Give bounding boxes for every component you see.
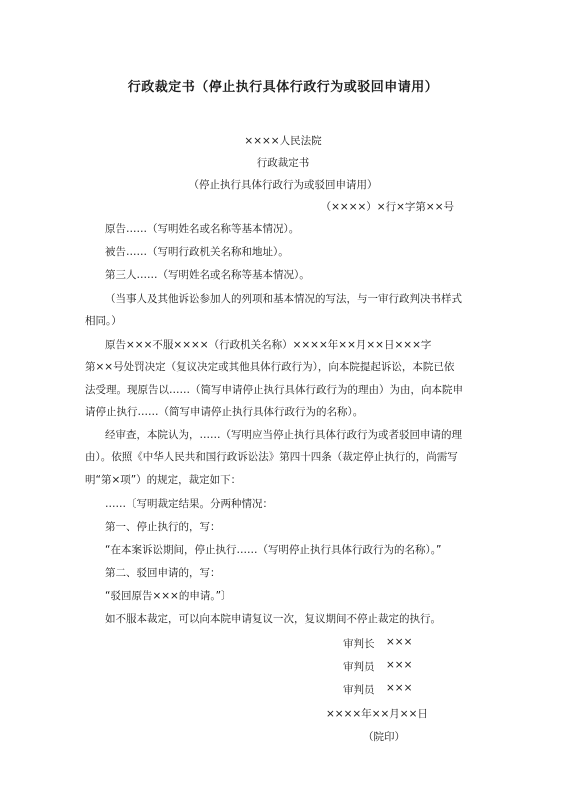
reasoning-line: 明“第×项”）的规定，裁定如下： [85,474,242,486]
signature-role: 审判员 [343,684,375,696]
party-plaintiff: 原告……（写明姓名或名称等基本情况）。 [105,223,300,235]
reasoning-line: 由）。依照《中华人民共和国行政诉讼法》第四十四条（裁定停止执行的，尚需写 [85,451,458,463]
signature-role: 审判长 [343,638,375,650]
court-name: ××××人民法院 [244,135,322,147]
party-note-line: 相同。） [85,315,122,327]
facts-line: 请停止执行……（简写申请停止执行具体行政行为的名称）。 [85,406,364,418]
ruling-line: “在本案诉讼期间，停止执行……（写明停止执行具体行政行为的名称）。” [105,544,442,556]
ruling-line: “驳回原告×××的申请。”〕 [105,590,232,602]
ruling-line: 第一、停止执行的，写： [105,521,221,533]
document-title: 行政裁定书（停止执行具体行政行为或驳回申请用） [127,80,439,95]
signature-name: ××× [386,682,413,694]
court-seal: （院印） [363,731,405,743]
ruling-line: ……〔写明裁定结果。分两种情况： [105,498,273,510]
signature-role: 审判员 [343,661,375,673]
document-type: 行政裁定书 [256,157,310,169]
signature-name: ××× [386,636,413,648]
document-subtitle: （停止执行具体行政行为或驳回申请用） [188,179,378,191]
party-third: 第三人……（写明姓名或名称等基本情况）。 [105,269,310,281]
appeal-notice: 如不服本裁定，可以向本院申请复议一次，复议期间不停止裁定的执行。 [105,613,441,625]
party-note-line: （当事人及其他诉讼参加人的列项和基本情况的写法，与一审行政判决书样式 [105,293,462,305]
document-date: ××××年××月××日 [326,708,428,720]
party-defendant: 被告……（写明行政机关名称和地址）。 [105,246,289,258]
facts-line: 第××号处罚决定（复议决定或其他具体行政行为），向本院提起诉讼，本院已依 [85,361,455,373]
facts-line: 原告×××不服××××（行政机关名称）××××年××月××日×××字 [105,339,432,351]
signature-name: ××× [386,659,413,671]
reasoning-line: 经审查，本院认为，……（写明应当停止执行具体行政行为或者驳回申请的理 [105,429,462,441]
case-number: （××××）×行×字第××号 [320,201,454,213]
facts-line: 法受理。现原告以……（简写申请停止执行具体行政行为的理由）为由，向本院申 [85,384,463,396]
ruling-line: 第二、驳回申请的，写： [105,567,221,579]
